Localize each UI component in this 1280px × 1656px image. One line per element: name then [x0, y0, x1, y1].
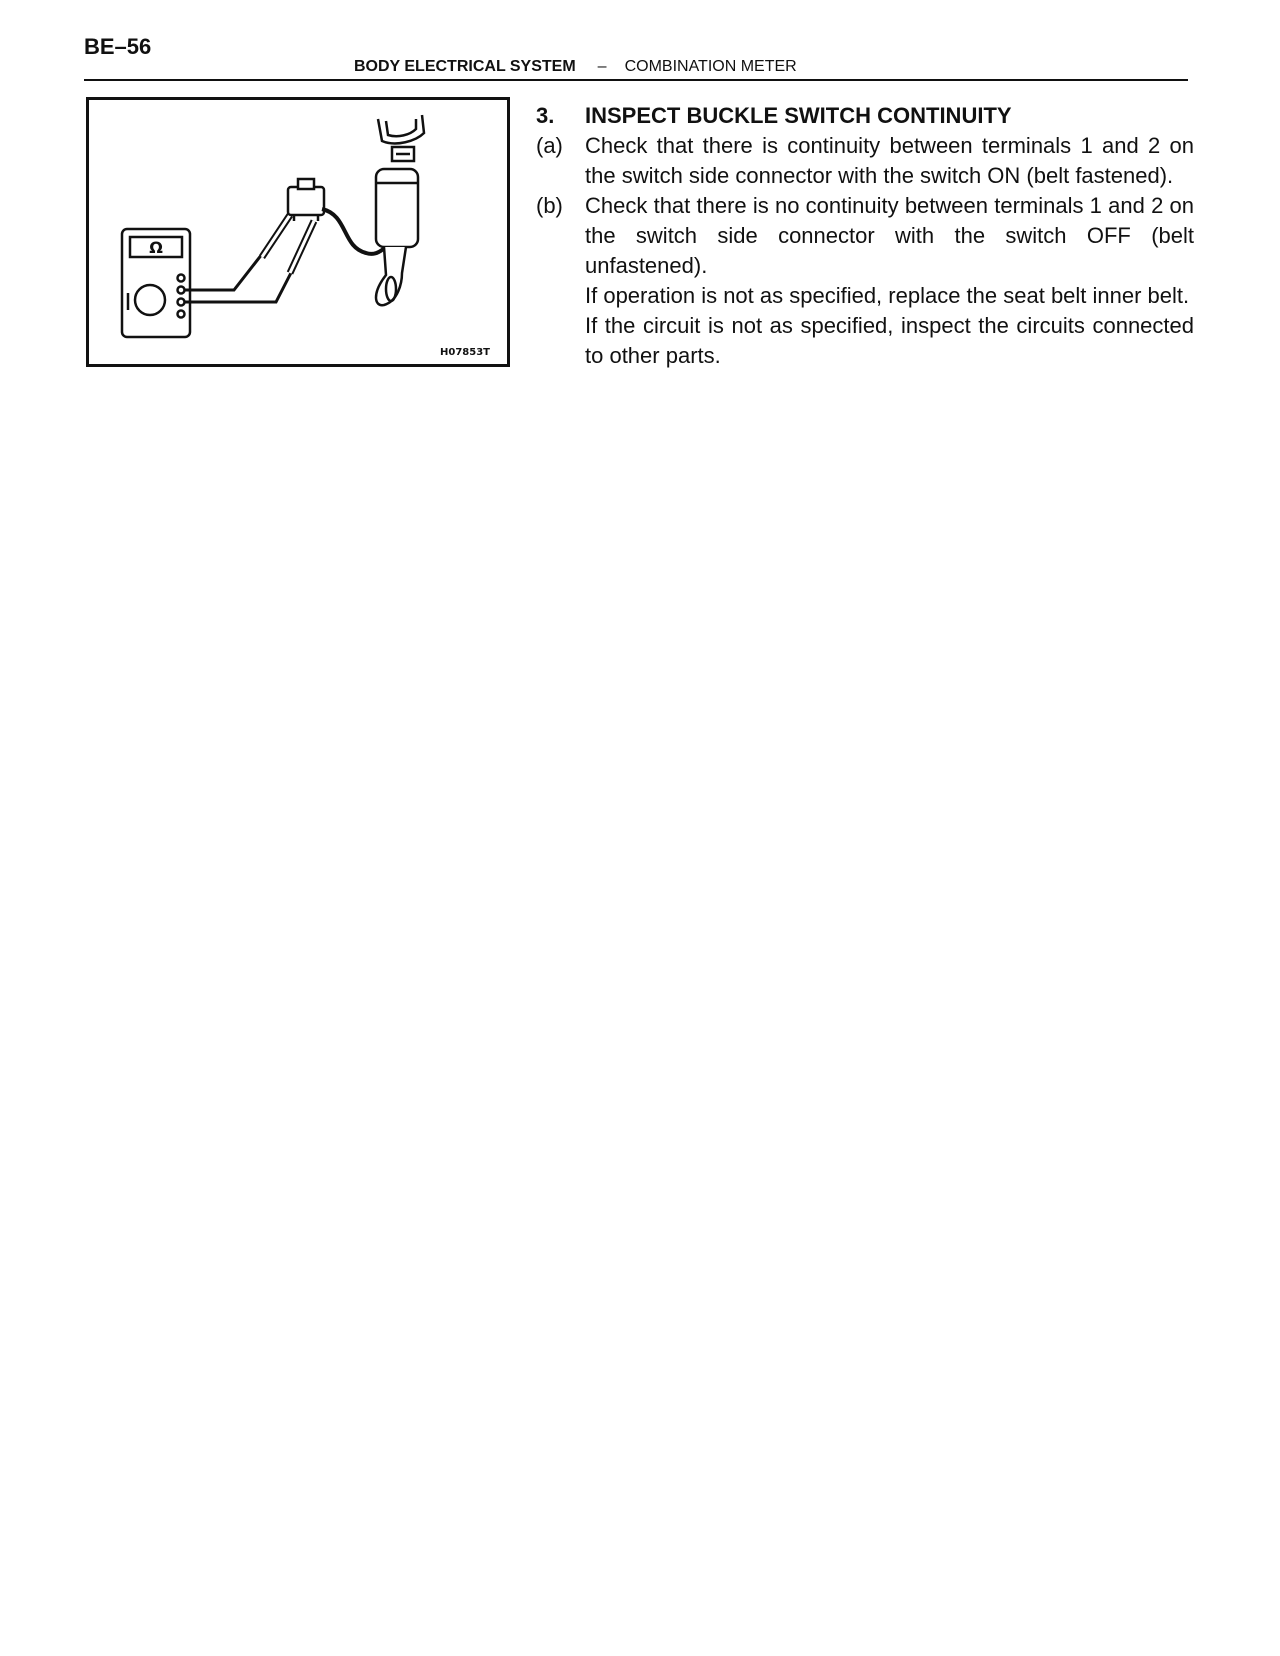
item-label: (a): [536, 133, 563, 158]
step-heading: [536, 101, 1194, 131]
note-text: If the circuit is not as specified, inspect the circuits connected to other parts.: [585, 313, 1194, 368]
page-number: BE–56: [84, 34, 152, 59]
procedure-content: [536, 101, 1194, 371]
procedure-note: [536, 281, 1194, 311]
procedure-item: [536, 191, 1194, 281]
ohm-symbol: Ω: [149, 238, 163, 257]
item-text: Check that there is no continuity between terminals 1 and 2 on the switch side connector with the switch OFF (belt unfastened).: [585, 193, 1194, 278]
note-text: If operation is not as specified, replace the seat belt inner belt.: [585, 283, 1190, 308]
section-title: BODY ELECTRICAL SYSTEM: [354, 58, 576, 75]
procedure-note: [536, 311, 1194, 371]
running-header: [354, 58, 797, 76]
item-text: Check that there is continuity between terminals 1 and 2 on the switch side connector with the switch ON (belt fastened).: [585, 133, 1194, 188]
step-title: INSPECT BUCKLE SWITCH CONTINUITY: [585, 103, 1012, 128]
buckle-switch-test-illustration: [86, 97, 510, 367]
header-separator: –: [597, 58, 607, 75]
header-rule: [84, 79, 1188, 81]
step-number: 3.: [536, 103, 555, 128]
item-label: (b): [536, 193, 563, 218]
procedure-item: [536, 131, 1194, 191]
figure-code: H07853T: [440, 347, 490, 358]
illustration-figure: [86, 97, 510, 367]
subsection-title: COMBINATION METER: [624, 58, 797, 75]
